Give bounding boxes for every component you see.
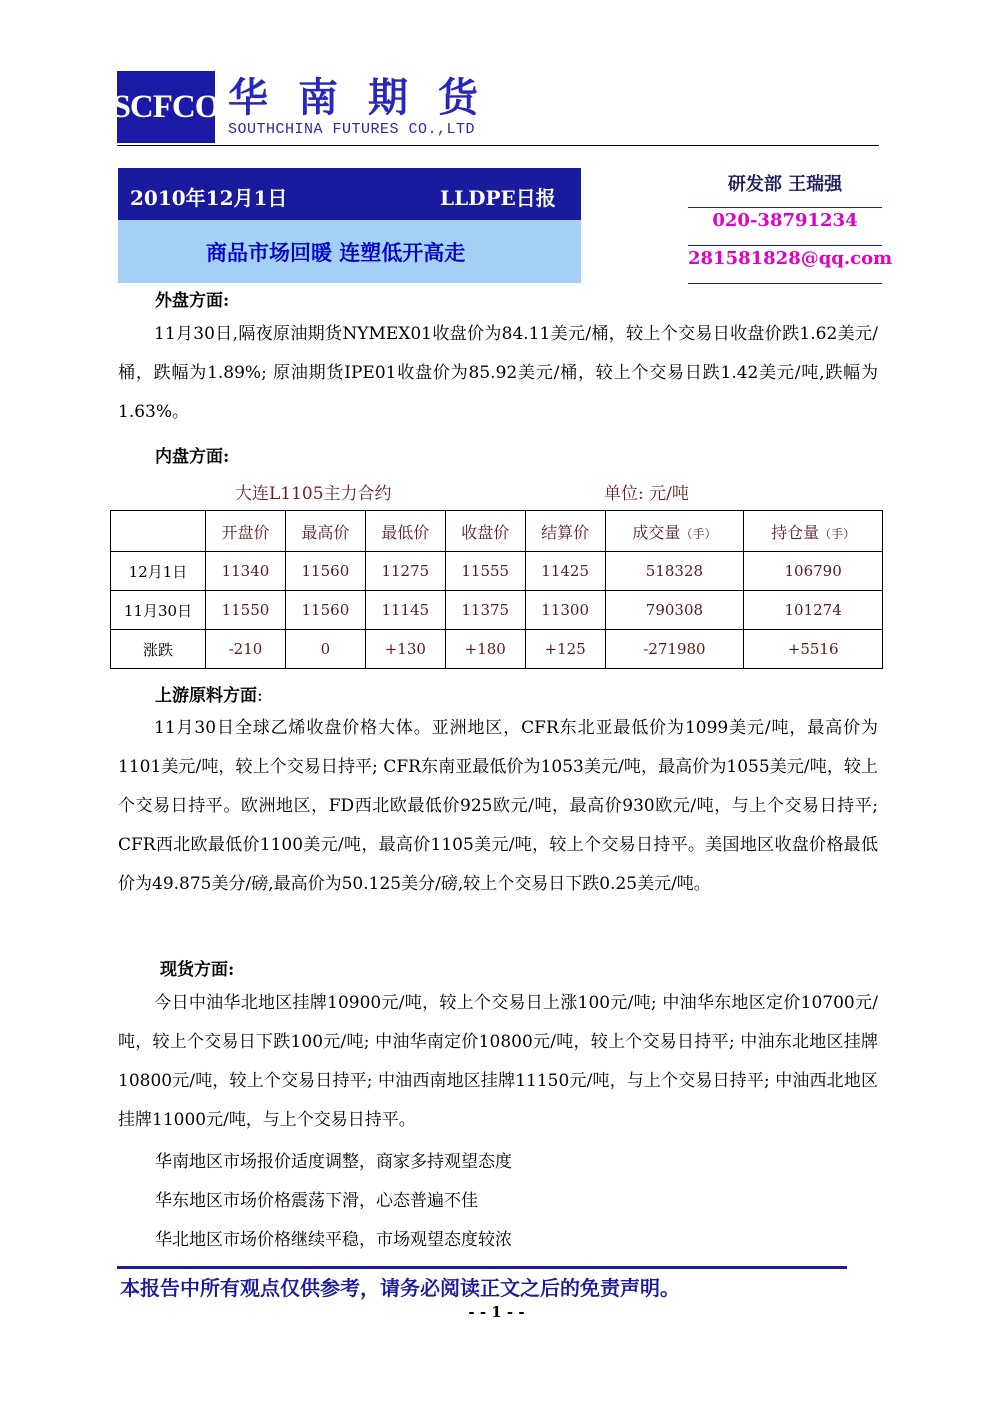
table-cell: 11275	[365, 552, 445, 591]
table-cell: +5516	[744, 630, 883, 669]
table-header-cell: 最高价	[285, 511, 365, 552]
table-cell: 11月30日	[111, 591, 206, 630]
company-name-en: SOUTHCHINA FUTURES CO.,LTD	[228, 121, 476, 138]
report-date: 2010年12月1日	[130, 186, 288, 210]
outer-heading: 外盘方面:	[155, 291, 230, 311]
table-cell: 11145	[365, 591, 445, 630]
table-header-cell: 持仓量（手）	[744, 511, 883, 552]
upstream-text: 11月30日全球乙烯收盘价格大体。亚洲地区，CFR东北亚最低价为1099美元/吨，最高价为1101美元/吨，较上个交易日持平; CFR东南亚最低价为1053美元/吨，最高价为1055美元/吨，较上个交易日持平。欧洲地区，FD西北欧最低价925欧元/吨，最高价930欧元/吨，与上个交易日持平; CFR西北欧最低价1100美元/吨，最高价1105美元/吨，较上个交易日持平。美国地区收盘价格最低价为49.875美分/磅,最高价为50.125美分/磅,较上个交易日下跌0.25美元/吨。	[118, 718, 878, 894]
price-table	[110, 510, 883, 669]
upstream-heading: 上游原料方面:	[155, 686, 263, 706]
table-header-cell: 结算价	[525, 511, 605, 552]
company-name-cn: 华南期货	[228, 74, 508, 121]
table-header-cell: 收盘价	[445, 511, 525, 552]
table-header-cell: 开盘价	[206, 511, 286, 552]
table-cell: 790308	[605, 591, 744, 630]
title-bar	[118, 168, 581, 220]
report-name: LLDPE日报	[440, 186, 556, 210]
headline: 商品市场回暖 连塑低开高走	[206, 240, 466, 265]
company-logo	[112, 71, 220, 143]
contact-divider	[688, 207, 882, 208]
header-divider	[117, 145, 879, 146]
spot-line-east: 华东地区市场价格震荡下滑，心态普遍不佳	[155, 1191, 478, 1211]
spot-line-south: 华南地区市场报价适度调整，商家多持观望态度	[155, 1152, 512, 1172]
headline-bar	[118, 220, 581, 283]
table-cell: 11560	[285, 552, 365, 591]
table-cell: -210	[206, 630, 286, 669]
page-number: - - 1 - -	[468, 1303, 525, 1321]
table-cell: 11550	[206, 591, 286, 630]
table-cell: 0	[285, 630, 365, 669]
table-cell: +125	[525, 630, 605, 669]
table-header-row	[111, 511, 883, 552]
outer-text: 11月30日,隔夜原油期货NYMEX01收盘价为84.11美元/桶，较上个交易日收盘价跌1.62美元/桶，跌幅为1.89%; 原油期货IPE01收盘价为85.92美元/桶，较上个交易日跌1.42美元/吨,跌幅为1.63%。	[118, 324, 878, 422]
table-cell: 涨跌	[111, 630, 206, 669]
table-cell: -271980	[605, 630, 744, 669]
contact-divider	[688, 283, 882, 284]
inner-heading: 内盘方面:	[155, 447, 230, 467]
upstream-paragraph	[118, 709, 878, 904]
table-cell: 11300	[525, 591, 605, 630]
logo-text: SCFCO	[112, 88, 220, 125]
spot-heading: 现货方面:	[160, 960, 235, 980]
table-header-cell: 成交量（手）	[605, 511, 744, 552]
table-row	[111, 552, 883, 591]
table-cell: 12月1日	[111, 552, 206, 591]
spot-line-north: 华北地区市场价格继续平稳，市场观望态度较浓	[155, 1230, 512, 1250]
table-caption: 大连L1105主力合约	[235, 484, 392, 504]
spot-paragraph	[118, 984, 878, 1140]
table-row	[111, 591, 883, 630]
footer-divider	[117, 1266, 847, 1269]
contact-email[interactable]: 281581828@qq.com	[688, 248, 893, 269]
table-cell: 11560	[285, 591, 365, 630]
table-cell: 518328	[605, 552, 744, 591]
table-cell: 11425	[525, 552, 605, 591]
disclaimer: 本报告中所有观点仅供参考，请务必阅读正文之后的免责声明。	[120, 1276, 680, 1300]
table-header-cell	[111, 511, 206, 552]
spot-text: 今日中油华北地区挂牌10900元/吨，较上个交易日上涨100元/吨; 中油华东地区定价10700元/吨，较上个交易日下跌100元/吨; 中油华南定价10800元/吨，较上个交易日持平; 中油东北地区挂牌10800元/吨，较上个交易日持平; 中油西南地区挂牌11150元/吨，与上个交易日持平; 中油西北地区挂牌11000元/吨，与上个交易日持平。	[118, 993, 878, 1130]
contact-phone: 020-38791234	[712, 210, 858, 231]
table-cell: +180	[445, 630, 525, 669]
table-cell: 11555	[445, 552, 525, 591]
table-cell: 11340	[206, 552, 286, 591]
contact-divider	[688, 245, 882, 246]
table-header-cell: 最低价	[365, 511, 445, 552]
table-row	[111, 630, 883, 669]
outer-paragraph	[118, 315, 878, 432]
contact-dept: 研发部 王瑞强	[727, 174, 843, 195]
table-unit: 单位: 元/吨	[604, 484, 689, 504]
table-cell: 11375	[445, 591, 525, 630]
table-cell: 106790	[744, 552, 883, 591]
table-cell: 101274	[744, 591, 883, 630]
table-cell: +130	[365, 630, 445, 669]
